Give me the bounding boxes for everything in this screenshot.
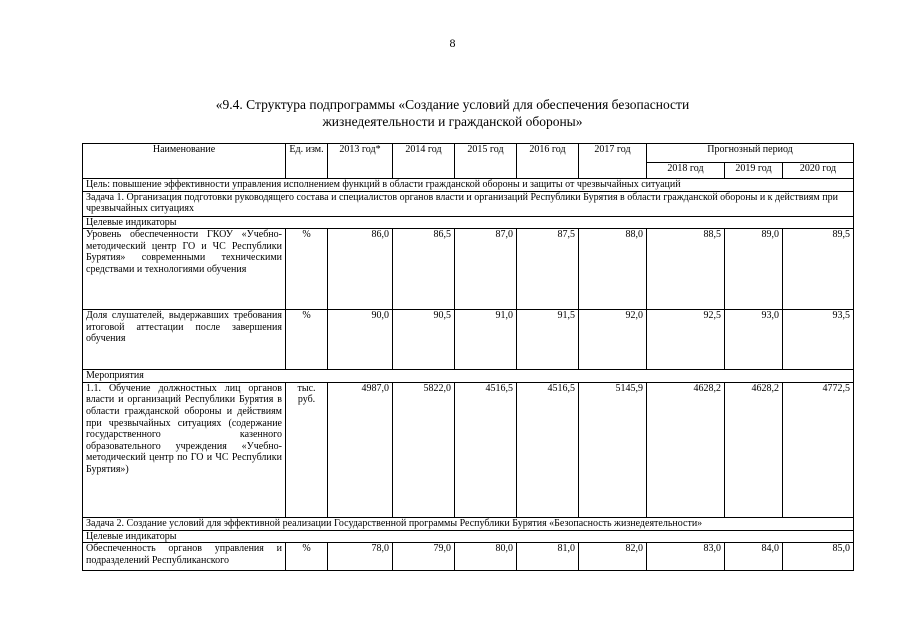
row-4-2017: 82,0: [579, 543, 647, 571]
row-1-2020: 89,5: [783, 229, 854, 310]
row-4-2014: 79,0: [393, 543, 455, 571]
header-2018: 2018 год: [647, 163, 725, 179]
row-4-2019: 84,0: [725, 543, 783, 571]
row-2-2018: 92,5: [647, 310, 725, 370]
row-1-2017: 88,0: [579, 229, 647, 310]
row-1-2013: 86,0: [328, 229, 393, 310]
header-forecast-period: Прогнозный период: [647, 144, 854, 163]
title-line-1: «9.4. Структура подпрограммы «Создание условий для обеспечения безопасности: [215, 97, 690, 112]
row-4-2015: 80,0: [455, 543, 517, 571]
row-1-2016: 87,5: [517, 229, 579, 310]
row-3-2017: 5145,9: [579, 382, 647, 517]
targets-row-2: [83, 530, 854, 543]
row-2-2015: 91,0: [455, 310, 517, 370]
row-3-2014: 5822,0: [393, 382, 455, 517]
row-2-name: Доля слушателей, выдержавших требования итоговой аттестации после завершения обучения: [83, 310, 286, 370]
header-name: Наименование: [83, 144, 286, 179]
goal-text: Цель: повышение эффективности управления исполнением функций в области гражданской обороны и защиты от чрезвычайных ситуаций: [83, 179, 854, 192]
row-1-name: Уровень обеспеченности ГКОУ «Учебно-методический центр ГО и ЧС Республики Бурятия» современными техническими средствами и технологиями обучения: [83, 229, 286, 310]
page-number: 8: [449, 36, 456, 50]
task-2-row: [83, 517, 854, 530]
header-unit: Ед. изм.: [286, 144, 328, 179]
goal-row: [83, 179, 854, 192]
measures-label: Мероприятия: [83, 370, 854, 383]
header-2017: 2017 год: [579, 144, 647, 179]
header-2014: 2014 год: [393, 144, 455, 179]
task-2-text: Задача 2. Создание условий для эффективной реализации Государственной программы Республики Бурятия «Безопасность жизнедеятельности»: [83, 517, 854, 530]
row-1-2014: 86,5: [393, 229, 455, 310]
row-4-2020: 85,0: [783, 543, 854, 571]
title-line-2: жизнедеятельности и гражданской обороны»: [322, 114, 583, 129]
header-2015: 2015 год: [455, 144, 517, 179]
measures-row: [83, 370, 854, 383]
row-1-2018: 88,5: [647, 229, 725, 310]
row-2-2016: 91,5: [517, 310, 579, 370]
subprogram-structure-table: [82, 143, 854, 571]
row-2-2020: 93,5: [783, 310, 854, 370]
row-1-2015: 87,0: [455, 229, 517, 310]
row-4-unit: %: [286, 543, 328, 571]
targets-row-1: [83, 216, 854, 229]
header-2016: 2016 год: [517, 144, 579, 179]
table-row: [83, 382, 854, 517]
row-2-unit: %: [286, 310, 328, 370]
row-3-2013: 4987,0: [328, 382, 393, 517]
row-2-2013: 90,0: [328, 310, 393, 370]
document-title: [140, 96, 765, 130]
row-3-2020: 4772,5: [783, 382, 854, 517]
row-3-unit: тыс. руб.: [286, 382, 328, 517]
row-4-2018: 83,0: [647, 543, 725, 571]
row-3-2015: 4516,5: [455, 382, 517, 517]
table-row: [83, 310, 854, 370]
header-2020: 2020 год: [783, 163, 854, 179]
row-3-name: 1.1. Обучение должностных лиц органов власти и организаций Республики Бурятия в области гражданской обороны и действиям при чрезвычайных ситуациях (содержание государственного казенного образовательного учреждения «Учебно-методический центр по ГО и ЧС Республики Бурятия»): [83, 382, 286, 517]
targets-label-1: Целевые индикаторы: [83, 216, 854, 229]
header-row: [83, 144, 854, 163]
row-2-2017: 92,0: [579, 310, 647, 370]
row-4-name: Обеспеченность органов управления и подразделений Республиканского: [83, 543, 286, 571]
row-2-2019: 93,0: [725, 310, 783, 370]
row-3-2016: 4516,5: [517, 382, 579, 517]
table-row: [83, 229, 854, 310]
targets-label-2: Целевые индикаторы: [83, 530, 854, 543]
table-row: [83, 543, 854, 571]
row-4-2013: 78,0: [328, 543, 393, 571]
task-1-row: [83, 191, 854, 216]
row-1-unit: %: [286, 229, 328, 310]
row-3-2019: 4628,2: [725, 382, 783, 517]
row-1-2019: 89,0: [725, 229, 783, 310]
row-2-2014: 90,5: [393, 310, 455, 370]
task-1-text: Задача 1. Организация подготовки руководящего состава и специалистов органов власти и организаций Республики Бурятия в области гражданской обороны и к действиям при чрезвычайных ситуациях: [83, 191, 854, 216]
header-2019: 2019 год: [725, 163, 783, 179]
row-4-2016: 81,0: [517, 543, 579, 571]
row-3-2018: 4628,2: [647, 382, 725, 517]
header-2013: 2013 год*: [328, 144, 393, 179]
